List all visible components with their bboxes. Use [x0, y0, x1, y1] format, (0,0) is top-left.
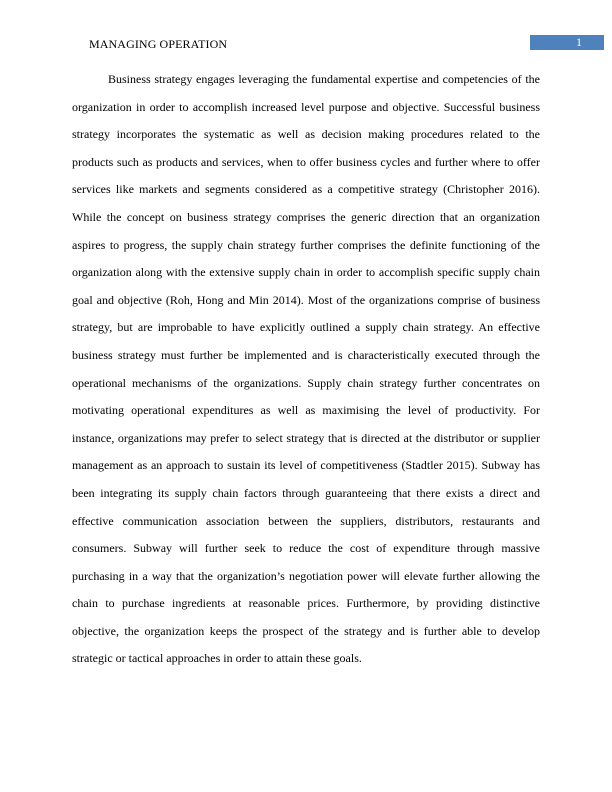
body-paragraph: Business strategy engages leveraging the fundamental expertise and competencies of the organization in order to accomplish increased level purpose and objective. Successful business strategy incorporates the systematic as well as decision making procedures related to the products such as products and services, when to offer business cycles and further where to offer services like markets and segments considered as a competitive strategy (Christopher 2016). While the concept on business strategy comprises the generic direction that an organization aspires to progress, the supply chain strategy further comprises the definite functioning of the organization along with the extensive supply chain in order to accomplish specific supply chain goal and objective (Roh, Hong and Min 2014). Most of the organizations comprise of business strategy, but are improbable to have explicitly outlined a supply chain strategy. An effective business strategy must further be implemented and is characteristically executed through the operational mechanisms of the organizations. Supply chain strategy further concentrates on motivating operational expenditures as well as maximising the level of productivity. For instance, organizations may prefer to select strategy that is directed at the distributor or supplier management as an approach to sustain its level of competitiveness (Stadtler 2015). Subway has been integrating its supply chain factors through guaranteeing that there exists a direct and effective communication association between the suppliers, distributors, restaurants and consumers. Subway will further seek to reduce the cost of expenditure through massive purchasing in a way that the organization’s negotiation power will elevate further allowing the chain to purchase ingredients at reasonable prices. Furthermore, by providing distinctive objective, the organization keeps the prospect of the strategy and is further able to develop strategic or tactical approaches in order to attain these goals. — [72, 72, 540, 666]
page-number-badge — [530, 35, 604, 50]
running-head: MANAGING OPERATION — [89, 37, 228, 51]
page-number: 1 — [576, 35, 582, 49]
